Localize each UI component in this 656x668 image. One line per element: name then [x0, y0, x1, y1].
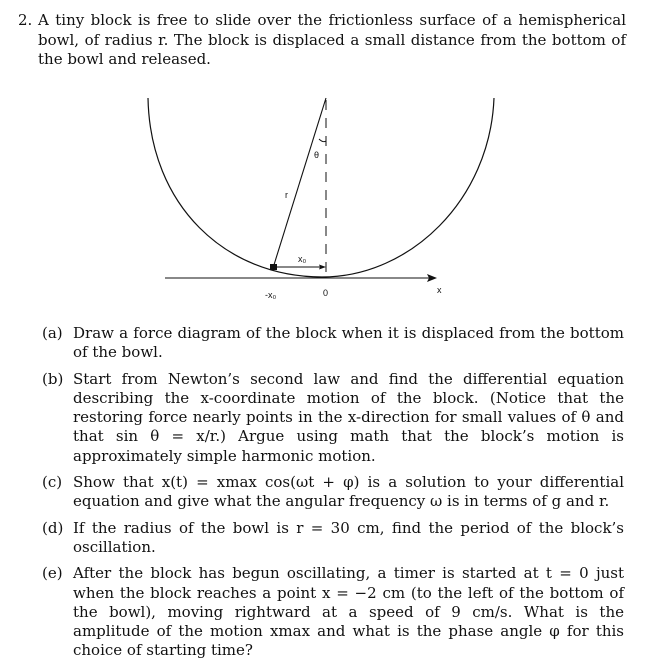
part-text: After the block has begun oscillating, a timer is started at t = 0 just when the block reaches a point x = −2 cm (to the left of the bottom of the bowl), moving rightward at a speed of 9 cm/s. What is the amplitude of the motion xmax and what is the phase angle φ for this choice of starting time?: [73, 564, 624, 660]
radius-line: [273, 98, 326, 268]
part-a: [42, 324, 624, 363]
problem-text: A tiny block is free to slide over the frictionless surface of a hemispherical bowl, of radius r. The block is displaced a small distance from the bottom of the bowl and released.: [38, 11, 626, 68]
theta-arc: [319, 139, 326, 142]
part-label: (a): [42, 324, 63, 342]
label-x-axis: x: [437, 285, 442, 295]
part-label: (b): [42, 369, 64, 388]
part-e: [42, 564, 624, 660]
part-label: (c): [42, 473, 63, 492]
label-theta: θ: [314, 150, 320, 160]
part-text: Show that x(t) = xmax cos(ωt + φ) is a solution to your differential equation and give what the angular frequency ω is in terms of g and r.: [73, 473, 624, 511]
part-label: (d): [42, 518, 64, 537]
part-text: Start from Newton’s second law and find the differential equation describing the x-coordinate motion of the block. (Notice that the restoring force nearly points in the x-direction for small values of θ and that sin θ = x/r.) Argue using math that the block’s motion is approximately simple harmonic motion.: [73, 369, 624, 465]
part-b: [42, 370, 624, 466]
part-c: [42, 473, 624, 512]
parts-list: [42, 324, 624, 668]
part-label: (e): [42, 564, 63, 583]
x0-arrowhead: [319, 265, 326, 270]
part-text: Draw a force diagram of the block when it is displaced from the bottom of the bowl.: [73, 324, 624, 362]
problem-number: 2.: [18, 11, 33, 29]
label-neg-x0: -x₀: [265, 290, 277, 300]
part-d: [42, 519, 624, 558]
part-text: If the radius of the bowl is r = 30 cm, find the period of the block’s oscillation.: [73, 518, 624, 556]
label-zero: 0: [323, 288, 329, 298]
block: [270, 264, 277, 270]
label-x0: x₀: [298, 254, 307, 264]
label-r: r: [285, 190, 288, 200]
bowl-arc: [148, 98, 494, 277]
